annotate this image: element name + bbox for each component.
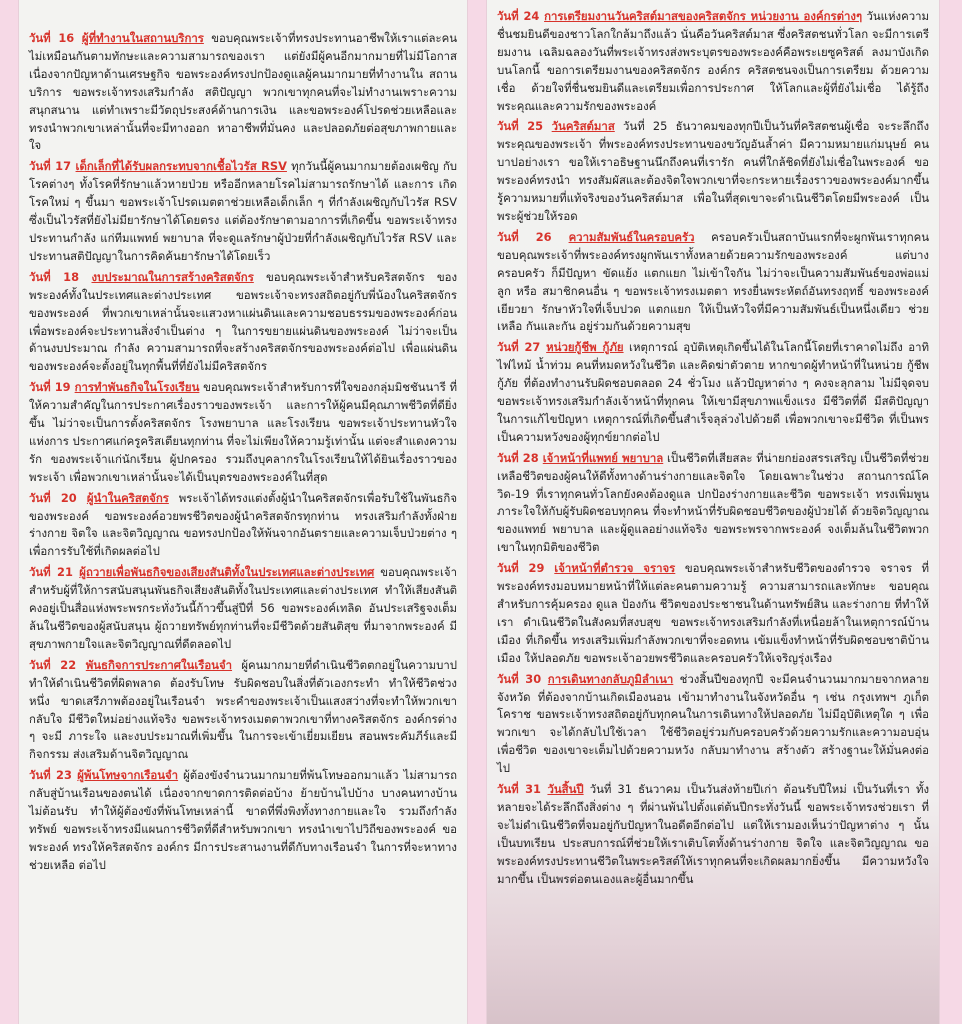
entry-title: พันธกิจการประกาศในเรือนจำ — [85, 657, 233, 672]
entry-body: เป็นชีวิตที่เสียสละ ที่น่ายกย่องสรรเสริญ เป็นชีวิตที่ช่วยเหลือชีวิตของผู้คนให้ดีทั้งทางด้านร่างกายและจิตใจ โดยเฉพาะในช่วง สถานการณ์โควิด-19 ที่เราทุกคนทั่วโลกยังคงต้องดูแล ปกป้องร่างกายและชีวิต ขอพระเจ้า ทรงเพิ่มพูนภาระใจให้กับผู้รับผิดชอบทุกคน ที่จะทำหน้าที่รับผิดชอบชีวิตของผู้ป่วยได้ ด้วยจิตวิญญาณของแพทย์ พยาบาล และผู้ดูแลอย่างแท้จริง ขอพระพรจากพระองค์ จงเต็มล้นในชีวิตพวกเขาในทุกมิติของชีวิต — [497, 450, 930, 555]
entry-body: ขอบคุณพระเจ้าสำหรับชีวิตของตำรวจ จราจร ที่พระองค์ทรงมอบหมายหน้าที่ให้แต่ละคนตามความรู้ ความสามารถและทักษะ ขอบคุณ สำหรับการคุ้มครอง ดูแล ป้องกัน ชีวิตของประชาชนในด้านทรัพย์สิน และร่างกาย ที่ทำให้เรา ดำเนินชีวิตในสังคมที่สงบสุข ขอพระเจ้าทรงเสริมกำลังที่เหนื่อยล้าในเหตุการณ์บ้านเมือง ที่เกิดขึ้น ทรงเสริมเพิ่มกำลังพวกเขาที่จะอดทน เข้มแข็งทำหน้าที่รับผิดชอบชาติบ้านเมือง ให้ปลอดภัย ขอพระเจ้าอวยพรชีวิตและครอบครัวให้เจริญรุ่งเรือง — [497, 561, 930, 665]
prayer-entry-18 — [29, 269, 457, 376]
prayer-entry-25 — [497, 118, 929, 225]
entry-body: ช่วงสิ้นปีของทุกปี จะมีคนจำนวนมากมายจากหลายจังหวัด ที่ต้องจากบ้านเกิดเมืองนอน เข้ามาทำงานในจังหวัดอื่น ๆ เช่น กรุงเทพฯ ภูเก็ต โคราช ขอพระเจ้าทรงสถิตอยู่กับทุกคนในการเดินทางให้ปลอดภัย ไม่มีอุบัติเหตุใด ๆ เพื่อพวกเขา จะได้กลับไปใช้เวลา ใช้ชีวิตอยู่ร่วมกับครอบครัวด้วยความรักและความอบอุ่น เพื่อชีวิต ของเขาจะเต็มไปด้วยความหวัง กลับมาทำงาน สร้างตัว สร้างฐานะให้มั่นคงต่อไป — [497, 671, 930, 776]
entry-title: ผู้นำในคริสตจักร — [86, 490, 169, 505]
entry-day: วันที่ 25 — [497, 119, 544, 134]
entry-day: วันที่ 21 — [29, 565, 73, 580]
right-column — [486, 0, 940, 1024]
entry-day: วันที่ 16 — [29, 31, 75, 45]
entry-day: วันที่ 27 — [497, 340, 541, 355]
entry-title: ความสัมพันธ์ในครอบครัว — [568, 229, 695, 244]
entry-day: วันที่ 31 — [497, 782, 541, 797]
entry-title: ผู้พ้นโทษจากเรือนจำ — [77, 768, 179, 783]
entry-title: การทำพันธกิจในโรงเรียน — [74, 380, 200, 395]
prayer-entry-26 — [497, 229, 929, 336]
entry-day: วันที่ 28 — [497, 450, 539, 465]
prayer-entry-16 — [29, 30, 457, 155]
entry-body: วันที่ 25 ธันวาคมของทุกปีเป็นวันที่คริสตชนผู้เชื่อ จะระลึกถึง พระคุณของพระเจ้า ที่พระองค์ทรงประทานของขวัญอันล้ำค่า มีความหมายแก่มนุษย์ คนบาปอย่างเรา ขอให้เราอธิษฐานนึกถึงคนที่เรารัก คนที่ใกล้ชิดที่ยังไม่เชื่อในพระองค์ ขอพระองค์ทรงนำ ทรงสัมผัสและต้องจิตใจพวกเขาที่จะกระหายเรื่องราวของพระองค์มากขึ้น รู้ความหมายที่แท้จริงของวันคริสต์มาส เพื่อในที่สุดเขาจะดำเนินชีวิตโดยมีพระองค์ เป็นพระผู้ช่วยให้รอด — [497, 119, 930, 223]
entry-day: วันที่ 30 — [497, 671, 542, 686]
entry-day: วันที่ 26 — [497, 229, 552, 244]
prayer-entry-28 — [497, 450, 929, 557]
prayer-entry-20 — [29, 490, 457, 562]
prayer-entry-27 — [497, 339, 929, 446]
entry-title: เจ้าหน้าที่แพทย์ พยาบาล — [542, 450, 664, 465]
prayer-entry-29 — [497, 560, 929, 667]
entry-title: งบประมาณในการสร้างคริสตจักร — [91, 269, 254, 284]
entry-title: เด็กเล็กที่ได้รับผลกระทบจากเชื้อไวรัส RSV — [75, 159, 287, 174]
entry-body: ผู้ต้องขังจำนวนมากมายที่พ้นโทษออกมาแล้ว ไม่สามารถ กลับสู่บ้านเรือนของตนได้ เนื่องจากขาดการติดต่อบ้าง ย้ายบ้านไปบ้าง บางคนทางบ้าน ไม่ต้อนรับ ทำให้ผู้ต้องขังที่พ้นโทษเหล่านี้ ขาดที่พึ่งพิงทั้งทางกายและใจ รวมถึงกำลังทรัพย์ ขอพระเจ้าทรงมีแผนการชีวิตที่ดีสำหรับพวกเขา ทรงนำเขาไปวิถีของพระองค์ ขอพระองค์ ทรงให้คริสตจักร องค์กร มีการประสานงานที่ดีกับทางเรือนจำ ในการที่จะหาทางช่วยเหลือ ต่อไป — [29, 768, 458, 872]
entry-day: วันที่ 19 — [29, 380, 71, 395]
entry-body: ขอบคุณพระเจ้าสำหรับผู้ที่ให้การสนับสนุนพันธกิจเสียงสันติทั้งในประเทศและต่างประเทศ ทำให้เสียงสันติคงอยู่เป็นสื่อแห่งพระพรกระทั่งวันนี้ก้าวขึ้นสู่ปีที่ 56 ขอพระองค์เทลิด อันประเสริฐจงเต็มล้นในชีวิตของผู้สนับสนุน ผู้ถวายทรัพย์ทุกท่านที่จะมีชีวิตด้วยสันติสุข ที่มาจากพระองค์ มีสุขภาพกายใจและจิตวิญญาณที่ดีตลอดไป — [29, 565, 458, 651]
prayer-entry-23 — [29, 767, 457, 874]
entry-body: พระเจ้าได้ทรงแต่งตั้งผู้นำในคริสตจักรเพื่อรับใช้ในพันธกิจ ของพระองค์ ขอพระองค์อวยพรชีวิตของผู้นำคริสตจักรทุกท่าน ทรงเสริมกำลังทั้งฝ่าย ร่างกาย จิตใจ และจิตวิญญาณ ขอทรงปกป้องให้พ้นจากอันตรายและความเจ็บป่วยต่าง ๆ เพื่อการรับใช้ที่เกิดผลต่อไป — [29, 490, 458, 559]
entry-title: วันสิ้นปี — [547, 782, 584, 797]
prayer-entry-19 — [29, 379, 457, 486]
entry-body: วันแห่งความชื่นชมยินดีของชาวโลกใกล้มาถึงแล้ว นั่นคือวันคริสต์มาส ซึ่งคริสตชนทั่วโลก จะมีการเตรียมงาน เฉลิมฉลองวันที่พระเจ้าทรงส่งพระบุตรของพระองค์คือพระเยซูคริสต์ ลงมาบังเกิดบนโลกนี้ ขอการเตรียมงานของคริสตจักร องค์กร คริสตชนจงเป็นการเตรียม ด้วยความเชื่อ ด้วยใจที่ชื่นชมยินดีและเตรียมเพื่อการประกาศ ให้โลกและผู้ที่ยังไม่เชื่อ ได้รู้ถึงพระคุณและความรักของพระองค์ — [497, 9, 929, 113]
entry-body: วันที่ 31 ธันวาคม เป็นวันส่งท้ายปีเก่า ต้อนรับปีใหม่ เป็นวันที่เรา ทั้งหลายจะได้ระลึกถึงสิ่งต่าง ๆ ที่ผ่านพ้นไปตั้งแต่ต้นปีกระทั่งวันนี้ ขอพระเจ้าทรงช่วยเรา ที่จะไม่ดำเนินชีวิตที่จมอยู่กับปัญหาในอดีตอีกต่อไป แต่ให้เรามองเห็นว่าปัญหาต่าง ๆ นั้นเป็นบทเรียน ประสบการณ์ที่ช่วยให้เราเติบโตทั้งด้านร่างกาย จิตใจ และจิตวิญญาณ ขอพระองค์ทรงประทานชีวิตในพระคริสต์ให้เราทุกคนที่จะเกิดผลมากยิ่งขึ้น มีความหวังใจ มากขึ้น เป็นพรต่อตนเองและผู้อื่นมากขึ้น — [497, 782, 930, 886]
entry-day: วันที่ 29 — [497, 561, 545, 576]
prayer-entry-24 — [497, 8, 929, 115]
entry-day: วันที่ 17 — [29, 159, 72, 174]
prayer-entry-21 — [29, 564, 457, 654]
left-column — [18, 0, 468, 1024]
entry-body: ขอบคุณพระเจ้าที่ทรงประทานอาชีพให้เราแต่ละคน ไม่เหมือนกันตามทักษะและความสามารถของเรา แต่ยังมีผู้คนอีกมากมายที่ไม่มีโอกาส เนื่องจากปัญหาด้านเศรษฐกิจ ขอพระองค์ทรงปกป้องดูแลผู้คนมากมายที่ทำงานใน สถานบริการ ขอพระเจ้าทรงเสริมกำลัง สติปัญญา พวกเขาทุกคนที่จะไม่ทำงานเพราะความ สนุกสนาน แต่ทำเพราะมีวัตถุประสงค์ด้านการเงิน และขอพระองค์โปรดช่วยเหลือและ ทรงนำพวกเขาเหล่านั้นที่จะมีทางออก หาอาชีพที่มั่นคง และปลอดภัยต่อสุขภาพกายและใจ — [29, 31, 458, 153]
entry-title: หน่วยกู้ชีพ กู้ภัย — [546, 340, 624, 355]
entry-day: วันที่ 20 — [29, 490, 77, 505]
entry-title: การเตรียมงานวันคริสต์มาสของคริสตจักร หน่วยงาน องค์กรต่างๆ — [544, 9, 863, 23]
prayer-entry-22 — [29, 657, 457, 764]
entry-title: เจ้าหน้าที่ตำรวจ จราจร — [554, 561, 676, 576]
entry-day: วันที่ 18 — [29, 269, 80, 284]
entry-title: วันคริสต์มาส — [551, 119, 615, 134]
entry-body: ครอบครัวเป็นสถาบันแรกที่จะผูกพันเราทุกคน ขอบคุณพระเจ้าที่พระองค์ทรงผูกพันเราทั้งหลายด้วยความรักของพระองค์ แต่บางครอบครัว ก็มีปัญหา ขัดแย้ง แตกแยก ไม่เข้าใจกัน ไม่ว่าจะเป็นความสัมพันธ์ของพ่อแม่ ลูก หรือ สมาชิกคนอื่น ๆ ขอพระเจ้าทรงเมตตา ทรงยื่นพระหัตถ์อันทรงฤทธิ์ ของพระองค์เยียวยา รักษาหัวใจที่เจ็บปวด แตกแยก ให้เป็นหัวใจที่มีความสัมพันธ์เป็นหนึ่งเดียว ช่วยเหลือ กันและกัน อยู่ร่วมกันด้วยความสุข — [497, 229, 930, 334]
entry-body: ผู้คนมากมายที่ดำเนินชีวิตตกอยู่ในความบาป ทำให้ดำเนินชีวิตที่ผิดพลาด ต้องรับโทษ รับผิดชอบในสิ่งที่ตัวเองกระทำ ทำให้ชีวิตช่วงหนึ่ง ขาดเสรีภาพต้องอยู่ในเรือนจำ พระคำของพระเจ้าเป็นแสงสว่างที่จะทำให้พวกเขากลับใจ มีชีวิตใหม่อย่างแท้จริง ขอพระเจ้าทรงเมตตาพวกเขาที่ทางคริสตจักร องค์กรต่าง ๆ จะมี ภาระใจ และงบประมาณที่เพิ่มขึ้น ในการจะเข้าเยี่ยมเยียน สอนพระคัมภีร์และมีกิจกรรม ส่งเสริมด้านจิตวิญญาณ — [29, 657, 458, 762]
entry-day: วันที่ 24 — [497, 9, 540, 23]
entry-body: ขอบคุณพระเจ้าสำหรับการที่ใจของกลุ่มมิชชันนารี ที่ให้ความสำคัญในการประกาศเรื่องราวของพระเจ้า และการให้ผู้คนมีคุณภาพชีวิตที่ดียิ่งขึ้น ไม่ว่าจะเป็นการตั้งคริสตจักร โรงพยาบาล และโรงเรียน ขอพระเจ้าประทานหัวใจแห่งการ ประกาศแก่ครูคริสเตียนทุกท่าน ที่จะไม่เพียงให้ความรู้เท่านั้น แต่จะสำแดงความรัก ของพระเจ้าแก่นักเรียน ผู้ปกครอง รวมถึงบุคลากรในโรงเรียนให้ได้ยินเรื่องราวของพระเจ้า เพื่อพวกเขาเหล่านั้นจะได้เป็นบุตรของพระองค์ในที่สุด — [29, 380, 457, 484]
entry-title: การเดินทางกลับภูมิลำเนา — [547, 671, 674, 686]
entry-day: วันที่ 23 — [29, 768, 72, 783]
entry-body: ทุกวันนี้ผู้คนมากมายต้องเผชิญ กับโรคต่างๆ ทั้งโรคที่รักษาแล้วหายป่วย หรืออีกหลายโรคไม่สามารถรักษาได้ และการ เกิดโรคใหม่ ๆ ขึ้นมา ขอพระเจ้าโปรดเมตตาช่วยเหลือเด็กเล็ก ๆ ที่กำลังเผชิญกับไวรัส RSV ซึ่งเป็นไวรัสที่ยังไม่มียารักษาได้โดยตรง แต่ต้องรักษาตามอาการที่เกิดขึ้น ขอพระเจ้าทรง ประทานกำลัง แก่ทีมแพทย์ พยาบาล ที่จะดูแลรักษาผู้ป่วยที่กำลังเผชิญกับไวรัส RSV และประทานสติปัญญาในการคิดค้นยารักษาได้โดยเร็ว — [29, 159, 458, 263]
entry-title: ผู้ถวายเพื่อพันธกิจของเสียงสันติทั้งในประเทศและต่างประเทศ — [79, 565, 375, 580]
entry-day: วันที่ 22 — [29, 657, 77, 672]
prayer-entry-17 — [29, 158, 457, 265]
prayer-entry-30 — [497, 671, 929, 778]
entry-body: ขอบคุณพระเจ้าสำหรับคริสตจักร ของพระองค์ทั้งในประเทศและต่างประเทศ ขอพระเจ้าจะทรงสถิตอยู่กับพี่น้องในคริสตจักร ของพระองค์ ที่พวกเขาเหล่านั้นจะแสวงหาแผ่นดินและความชอบธรรมของพระองค์ก่อน เพื่อพระองค์จะประทานสิ่งจำเป็นต่าง ๆ ในการขยายแผ่นดินของพระองค์ ไม่ว่าจะเป็น ด้านงบประมาณ กำลัง ความสามารถที่จะสร้างคริสตจักรของพระองค์ต่อไป เพื่อแผ่นดิน ของพระองค์จะตั้งอยู่ในทุกพื้นที่ที่ยังไม่มีคริสตจักร — [29, 269, 458, 374]
prayer-entry-31 — [497, 781, 929, 888]
entry-title: ผู้ที่ทำงานในสถานบริการ — [81, 31, 204, 45]
entry-body: เหตุการณ์ อุบัติเหตุเกิดขึ้นได้ในโลกนี้โดยที่เราคาดไม่ถึง อาทิ ไฟไหม้ น้ำท่วม คนที่หมดหวังในชีวิต และคิดฆ่าตัวตาย หากขาดผู้ทำหน้าที่ในหน่วย กู้ชีพ กู้ภัย ที่ต้องทำงานรับผิดชอบตลอด 24 ชั่วโมง แล้วปัญหาต่าง ๆ คงจะลุกลาม ไม่มีจุดจบ ขอพระเจ้าทรงเสริมกำลังเจ้าหน้าที่ทุกคน ให้เขามีสุขภาพแข็งแรง มีชีวิตที่ดี มีสติปัญญาในการแก้ไขปัญหา เหตุการณ์ที่เกิดขึ้นสำเร็จลุล่วงไปด้วยดี เพื่อพวกเขาจะมีชีวิต ที่เป็นพร เป็นความหวังของผู้ทุกข์ยากต่อไป — [497, 340, 930, 444]
